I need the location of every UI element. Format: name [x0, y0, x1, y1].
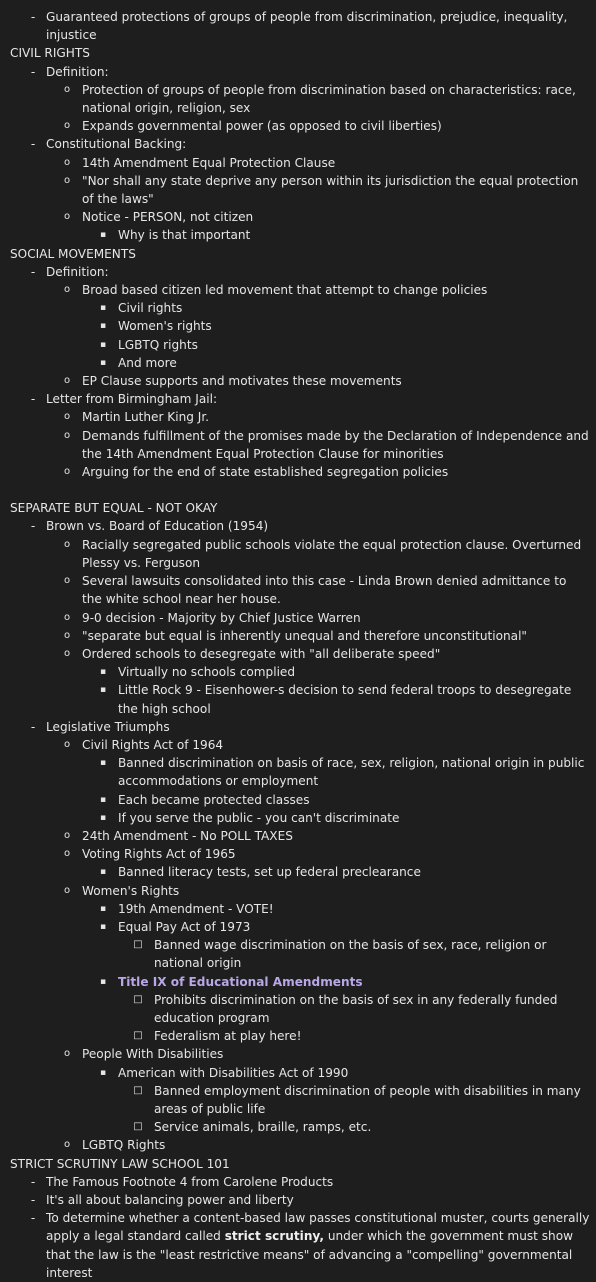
item-text: Constitutional Backing: [46, 137, 187, 152]
list-item [10, 517, 590, 535]
item-text: LGBTQ Rights [82, 1138, 166, 1153]
section-heading [10, 1155, 590, 1173]
item-text: 19th Amendment - VOTE! [118, 901, 274, 916]
list-item [10, 645, 590, 663]
item-text: The Famous Footnote 4 from Carolene Products [46, 1174, 334, 1189]
item-text: Martin Luther King Jr. [82, 410, 210, 425]
bullet-marker: ▪ [99, 921, 107, 932]
item-text: Service animals, braille, ramps, etc. [154, 1120, 372, 1135]
bullet-marker: o [63, 611, 71, 623]
list-item [10, 8, 590, 44]
item-text: Women's rights [118, 319, 212, 334]
bullet-marker: - [30, 1193, 36, 1207]
list-item [10, 736, 590, 754]
list-item [10, 1064, 590, 1082]
item-text: SOCIAL MOVEMENTS [10, 246, 136, 261]
bullet-marker: ▪ [99, 867, 107, 878]
item-text: Definition: [46, 64, 109, 79]
item-text: Letter from Birmingham Jail: [46, 392, 218, 407]
list-item [10, 1191, 590, 1209]
item-text: STRICT SCRUTINY LAW SCHOOL 101 [10, 1156, 230, 1171]
list-item [10, 663, 590, 681]
list-item [10, 372, 590, 390]
bullet-marker: ▪ [99, 321, 107, 332]
list-item [10, 1136, 590, 1154]
bullet-marker: o [63, 174, 71, 186]
bullet-marker: □ [133, 1084, 143, 1096]
bullet-marker: o [63, 647, 71, 659]
section-heading [10, 499, 590, 517]
item-text: Racially segregated public schools violate the equal protection clause. Overturned Plessy vs. Ferguson [82, 537, 582, 570]
bullet-marker: o [63, 629, 71, 641]
list-item [10, 336, 590, 354]
item-text: Civil Rights Act of 1964 [82, 737, 224, 752]
item-text: Guaranteed protections of groups of people from discrimination, prejudice, inequality, injustice [46, 10, 568, 43]
bullet-marker: o [63, 156, 71, 168]
bullet-marker: - [30, 10, 36, 24]
item-text: "separate but equal is inherently unequal and therefore unconstitutional" [82, 628, 527, 643]
item-text: Brown vs. Board of Education (1954) [46, 519, 269, 534]
item-text: Women's Rights [82, 883, 180, 898]
bullet-marker: □ [133, 939, 143, 951]
bullet-marker: □ [133, 993, 143, 1005]
bullet-marker: o [63, 1139, 71, 1151]
item-text: Notice - PERSON, not citizen [82, 210, 254, 225]
bullet-marker: - [30, 1174, 36, 1189]
item-text: Federalism at play here! [154, 1029, 302, 1044]
list-item [10, 918, 590, 936]
list-item [10, 882, 590, 900]
bullet-marker: o [63, 575, 71, 587]
bullet-marker: ▪ [99, 339, 107, 350]
item-text: And more [118, 355, 177, 370]
bullet-marker: ▪ [99, 230, 107, 241]
item-text: SEPARATE BUT EQUAL - NOT OKAY [10, 501, 218, 516]
bullet-marker: - [30, 137, 36, 152]
item-text: Voting Rights Act of 1965 [82, 847, 236, 862]
list-item [10, 208, 590, 226]
list-item [10, 718, 590, 736]
bullet-marker: o [63, 120, 71, 132]
item-text: Legislative Triumphs [46, 719, 170, 734]
bullet-marker: o [63, 1048, 71, 1060]
list-item [10, 536, 590, 572]
section-heading [10, 44, 590, 62]
item-text: Little Rock 9 - Eisenhower-s decision to send federal troops to desegregate the high school [118, 683, 572, 716]
list-item [10, 681, 590, 717]
bullet-marker: - [30, 64, 36, 79]
bullet-marker: ▪ [99, 812, 107, 823]
bullet-marker: o [63, 375, 71, 387]
item-text: Civil rights [118, 301, 183, 316]
list-item [10, 609, 590, 627]
item-text: Several lawsuits consolidated into this case - Linda Brown denied admittance to the white school near her house. [82, 574, 567, 607]
bullet-marker: ▪ [99, 903, 107, 914]
item-text: CIVIL RIGHTS [10, 46, 90, 61]
bullet-marker: ▪ [99, 685, 107, 696]
list-item [10, 1082, 590, 1118]
list-item [10, 427, 590, 463]
bullet-marker: ▪ [99, 357, 107, 368]
item-text: Banned literacy tests, set up federal preclearance [118, 865, 421, 880]
list-item [10, 299, 590, 317]
bullet-marker: ▪ [99, 794, 107, 805]
list-item [10, 135, 590, 153]
item-text: Protection of groups of people from discrimination based on characteristics: race, national origin, religion, sex [82, 82, 576, 116]
blank-line [10, 481, 590, 499]
list-item [10, 1045, 590, 1063]
list-item [10, 791, 590, 809]
bullet-marker: ▪ [99, 303, 107, 314]
item-text: American with Disabilities Act of 1990 [118, 1065, 349, 1080]
list-item [10, 154, 590, 172]
item-text: To determine whether a content-based law passes constitutional muster, courts generally apply a legal standard called [46, 1211, 590, 1244]
bullet-marker: ▪ [99, 976, 107, 987]
section-heading [10, 245, 590, 263]
list-item [10, 172, 590, 208]
list-item [10, 627, 590, 645]
list-item [10, 63, 590, 81]
item-text: People With Disabilities [82, 1047, 224, 1062]
list-item [10, 900, 590, 918]
item-text: Each became protected classes [118, 792, 310, 807]
list-item [10, 408, 590, 426]
bullet-marker: □ [133, 1121, 143, 1133]
bullet-marker: o [63, 538, 71, 550]
list-item [10, 572, 590, 608]
item-text: Banned wage discrimination on the basis of sex, race, religion or national origin [154, 938, 547, 971]
item-text: "Nor shall any state deprive any person within its jurisdiction the equal protection of the laws" [82, 173, 579, 207]
item-text: Virtually no schools complied [118, 665, 296, 680]
bullet-marker: o [63, 83, 71, 95]
item-text-bold: strict scrutiny, [224, 1229, 324, 1244]
item-text: It's all about balancing power and liberty [46, 1193, 294, 1207]
item-text: Equal Pay Act of 1973 [118, 919, 251, 934]
item-text: EP Clause supports and motivates these movements [82, 374, 402, 389]
item-text: Expands governmental power (as opposed to civil liberties) [82, 119, 442, 134]
bullet-marker: - [30, 719, 36, 734]
item-text: Why is that important [118, 228, 251, 243]
bullet-marker: o [63, 829, 71, 841]
bullet-marker: o [63, 466, 71, 478]
list-item [10, 936, 590, 972]
list-item [10, 81, 590, 117]
list-item [10, 845, 590, 863]
item-text-tail: under which the government must show that the law is the "least restrictive means" of advancing a "compelling" governmental interest [46, 1229, 574, 1280]
list-item [10, 1118, 590, 1136]
bullet-marker: - [30, 1211, 36, 1226]
item-text: 14th Amendment Equal Protection Clause [82, 155, 336, 170]
bullet-marker: o [63, 429, 71, 441]
bullet-marker: o [63, 848, 71, 860]
item-text: Broad based citizen led movement that attempt to change policies [82, 283, 488, 298]
item-text: If you serve the public - you can't discriminate [118, 810, 400, 825]
bullet-marker: ▪ [99, 758, 107, 769]
list-item [10, 809, 590, 827]
list-item [10, 1027, 590, 1045]
item-text: Demands fulfillment of the promises made by the Declaration of Independence and the 14th Amendment Equal Protection Clause for minorities [82, 428, 589, 461]
item-text: Ordered schools to desegregate with "all deliberate speed" [82, 646, 441, 661]
list-item [10, 754, 590, 790]
list-item [10, 827, 590, 845]
item-text: Banned discrimination on basis of race, sex, religion, national origin in public accommodations or employment [118, 756, 585, 789]
list-item [10, 973, 590, 991]
list-item [10, 281, 590, 299]
bullet-marker: o [63, 284, 71, 296]
list-item [10, 117, 590, 135]
item-text: 9-0 decision - Majority by Chief Justice Warren [82, 610, 361, 625]
list-item [10, 1173, 590, 1191]
list-item [10, 1209, 590, 1282]
item-text: LGBTQ rights [118, 337, 198, 352]
item-text: Banned employment discrimination of people with disabilities in many areas of public life [154, 1083, 581, 1116]
list-item [10, 263, 590, 281]
bullet-marker: o [63, 884, 71, 896]
list-item [10, 354, 590, 372]
bullet-marker: - [30, 264, 36, 279]
bullet-marker: o [63, 411, 71, 423]
bullet-marker: ▪ [99, 667, 107, 678]
bullet-marker: - [30, 519, 36, 534]
list-item [10, 317, 590, 335]
bullet-marker: o [63, 738, 71, 750]
bullet-marker: o [63, 211, 71, 223]
list-item [10, 863, 590, 881]
item-text: 24th Amendment - No POLL TAXES [82, 828, 293, 843]
bullet-marker: □ [133, 1030, 143, 1042]
item-text: Arguing for the end of state established segregation policies [82, 465, 449, 480]
bullet-marker: ▪ [99, 1067, 107, 1078]
list-item [10, 226, 590, 244]
item-text: Prohibits discrimination on the basis of sex in any federally funded education program [154, 992, 558, 1025]
list-item [10, 991, 590, 1027]
bullet-marker: - [30, 392, 36, 407]
item-text: Definition: [46, 264, 109, 279]
list-item [10, 390, 590, 408]
item-text: Title IX of Educational Amendments [118, 974, 363, 989]
list-item [10, 463, 590, 481]
